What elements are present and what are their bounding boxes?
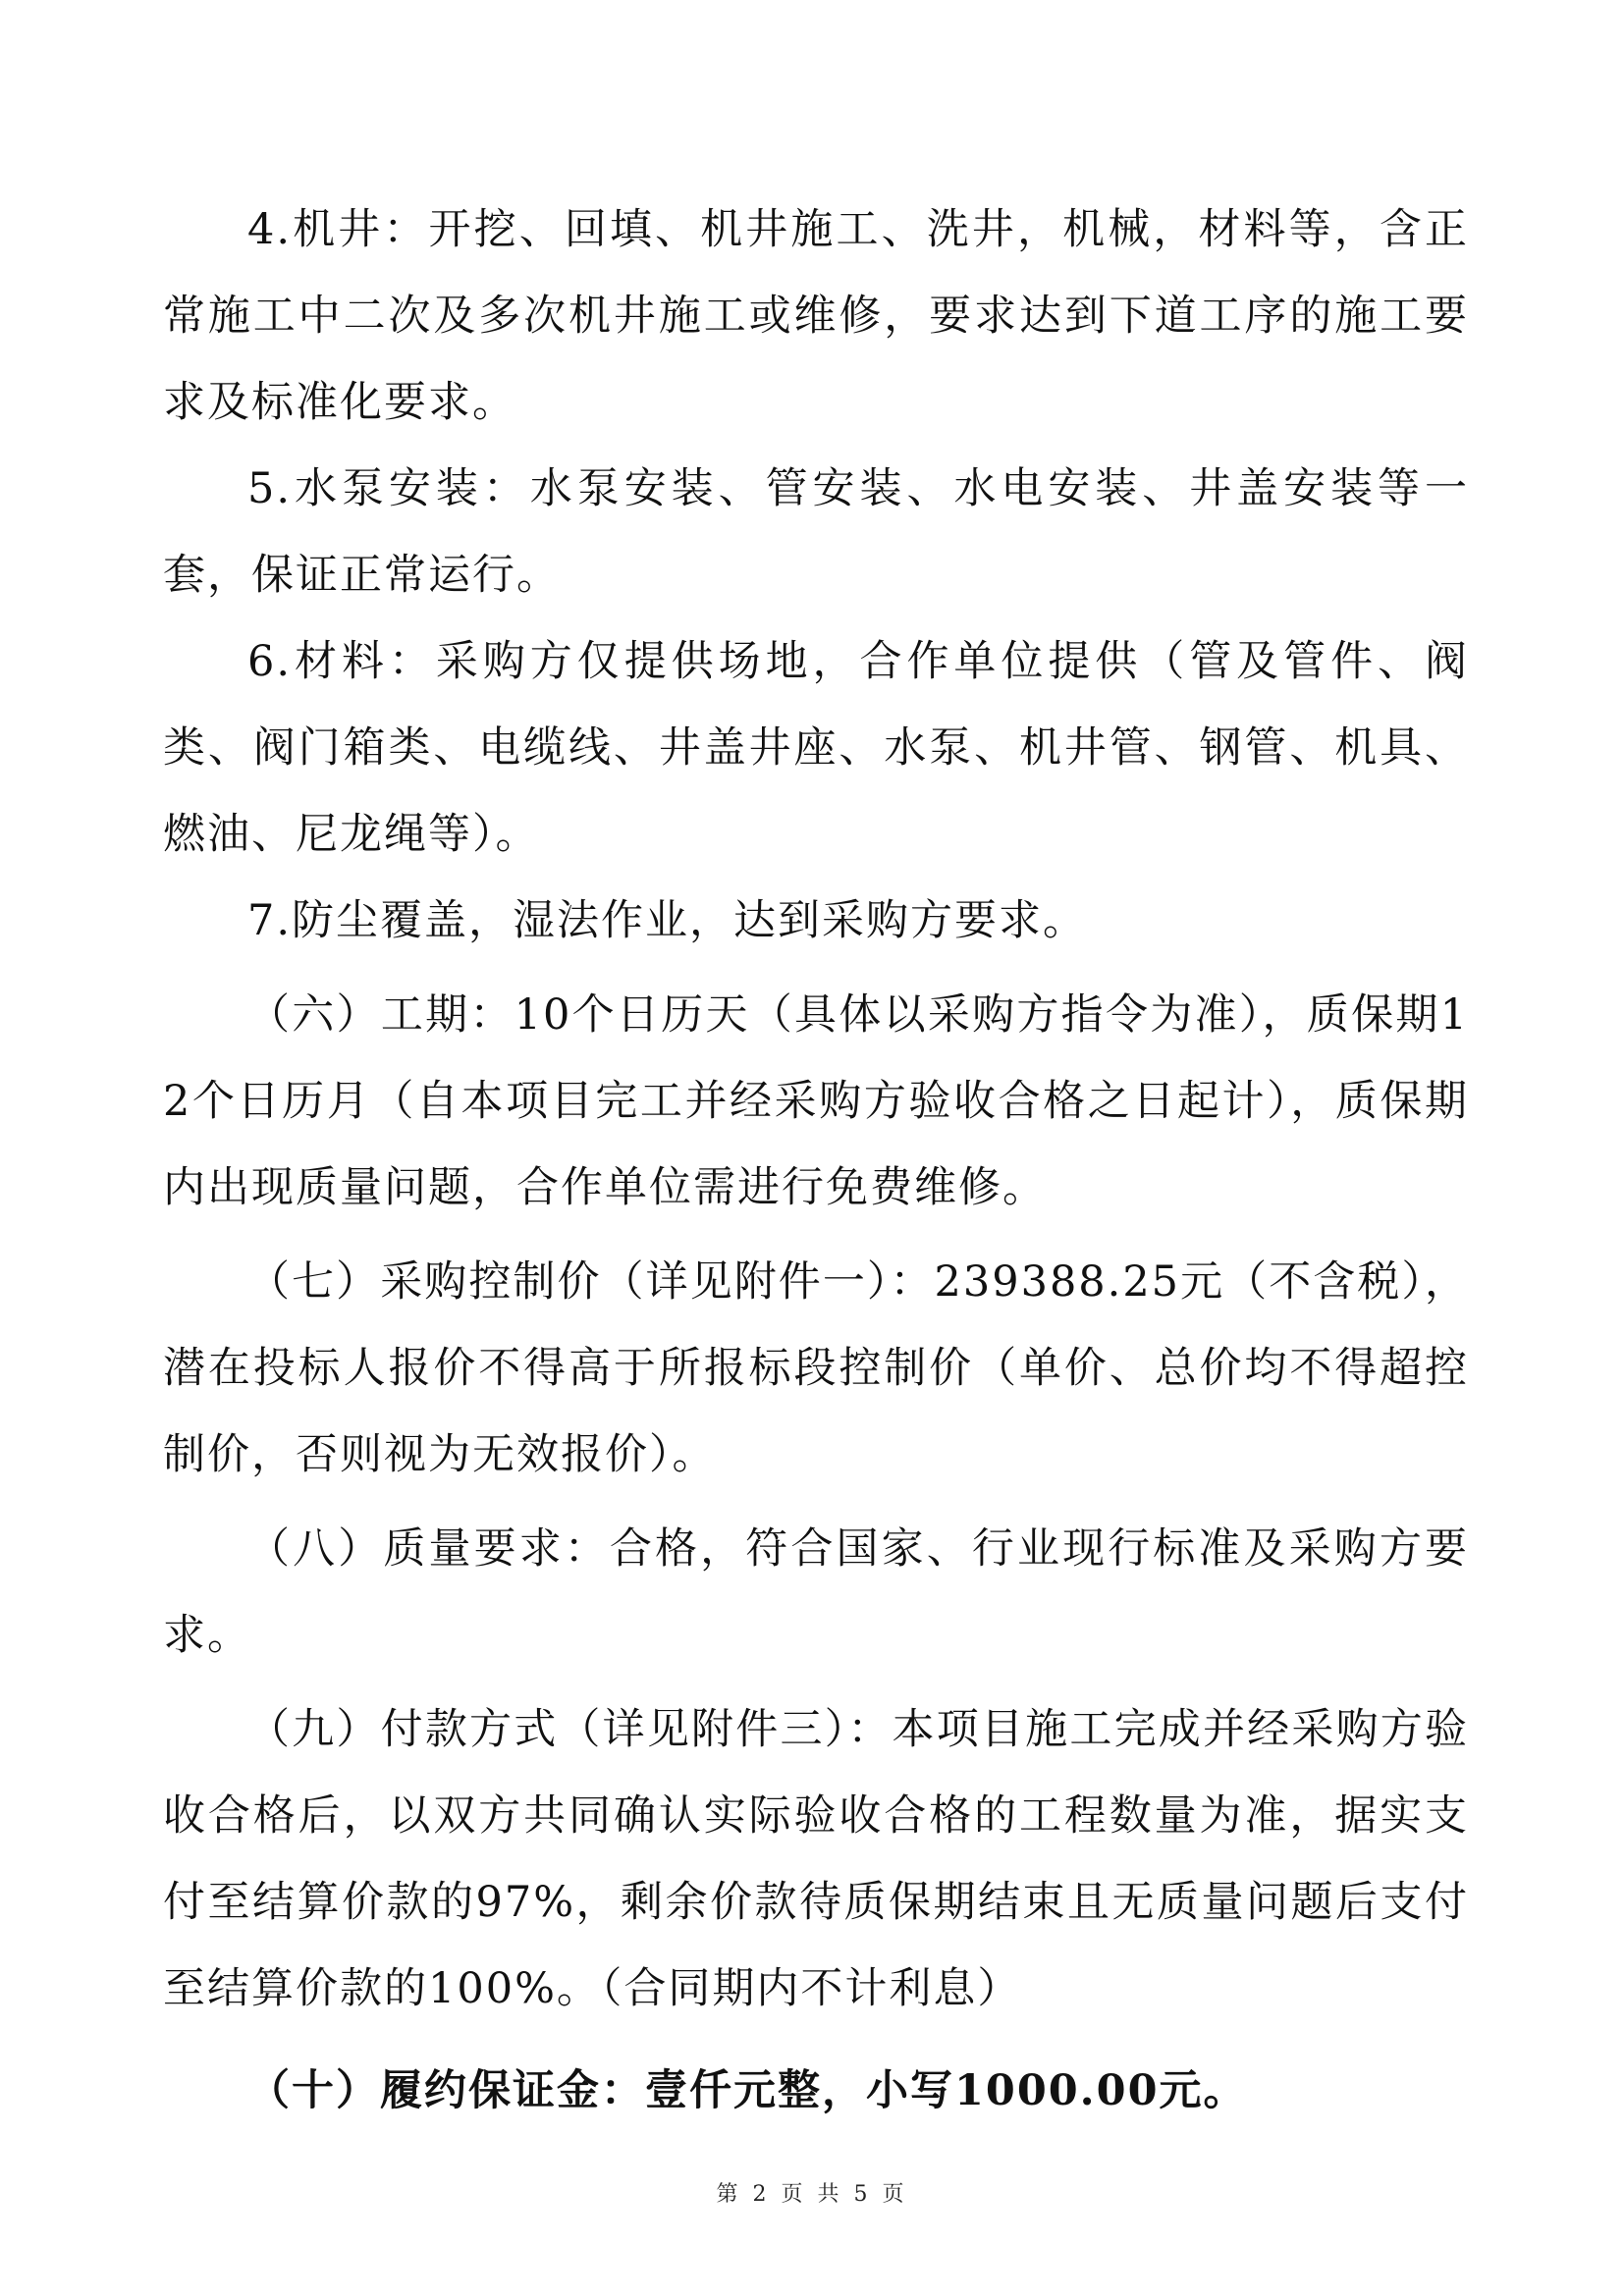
document-body — [163, 187, 1469, 2134]
paragraph-item-5-pump: 5.水泵安装：水泵安装、管安装、水电安装、井盖安装等一套，保证正常运行。 — [163, 464, 1469, 600]
paragraph-section-7-price: （七）采购控制价（详见附件一）：239388.25元（不含税），潜在投标人报价不得高于所报标段控制价（单价、总价均不得超控制价，否则视为无效报价）。 — [163, 1257, 1469, 1479]
paragraph-section-9-payment: （九）付款方式（详见附件三）：本项目施工完成并经采购方验收合格后，以双方共同确认实际验收合格的工程数量为准，据实支付至结算价款的97%，剩余价款待质保期结束且无质量问题后支付至结算价款的100%。（合同期内不计利息） — [163, 1705, 1469, 2013]
page-number-footer: 第 2 页 共 5 页 — [716, 2182, 908, 2207]
paragraph-section-6-schedule: （六）工期：10个日历天（具体以采购方指令为准），质保期12个日历月（自本项目完工并经采购方验收合格之日起计），质保期内出现质量问题，合作单位需进行免费维修。 — [163, 990, 1469, 1212]
paragraph-item-6-materials: 6.材料：采购方仅提供场地，合作单位提供（管及管件、阀类、阀门箱类、电缆线、井盖井座、水泵、机井管、钢管、机具、燃油、尼龙绳等）。 — [163, 637, 1469, 859]
paragraph-section-10-deposit: （十）履约保证金：壹仟元整，小写1000.00元。 — [247, 2066, 1248, 2115]
paragraph-item-4-well: 4.机井：开挖、回填、机井施工、洗井，机械，材料等，含正常施工中二次及多次机井施工或维修，要求达到下道工序的施工要求及标准化要求。 — [163, 205, 1469, 427]
paragraph-item-7-dust: 7.防尘覆盖，湿法作业，达到采购方要求。 — [247, 896, 1088, 945]
paragraph-section-8-quality: （八）质量要求：合格，符合国家、行业现行标准及采购方要求。 — [163, 1524, 1469, 1660]
